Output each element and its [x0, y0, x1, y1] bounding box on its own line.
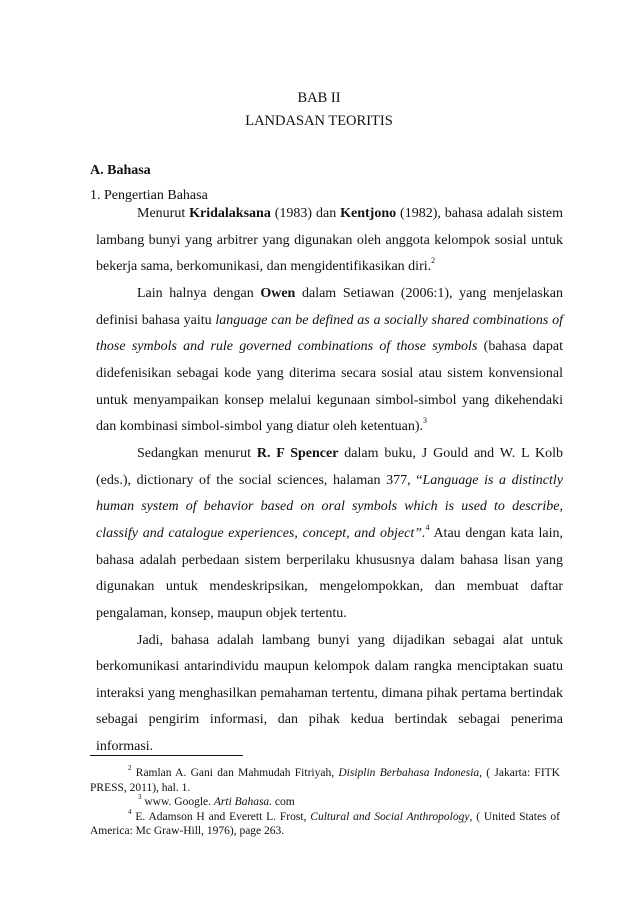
footnotes: [90, 766, 560, 839]
footnote-2: [90, 766, 560, 795]
footnote-ref: 2: [431, 256, 436, 266]
text-run: , ( United States of America: Mc Graw-Hill, 1976), page 263.: [90, 810, 560, 837]
italic-quote: language can be defined as a socially shared combinations of those symbols and rule governed combinations of those symbols: [96, 312, 564, 355]
paragraph-3: [96, 441, 563, 628]
subsection-heading: 1. Pengertian Bahasa: [90, 188, 208, 203]
text-run: Sedangkan menurut: [137, 445, 257, 461]
bold-name: Kentjono: [340, 206, 397, 221]
italic-title: Disiplin Berbahasa Indonesia: [338, 767, 480, 779]
italic-title: Arti Bahasa.: [213, 796, 273, 808]
chapter-title: LANDASAN TEORITIS: [245, 113, 393, 129]
paragraph-1: [96, 201, 563, 281]
text-run: , ( Jakarta: FITK PRESS, 2011), hal. 1.: [90, 767, 560, 794]
text-run: Atau dengan kata lain, bahasa adalah perbedaan sistem berperilaku khususnya dalam bahasa lisan yang digunakan untuk mendeskripsikan, mengelompokkan, dan membuat daftar pengalaman, konsep, maupun objek tertentu.: [96, 525, 564, 621]
footnote-ref: 4: [425, 522, 430, 532]
bold-name: Owen: [260, 285, 296, 301]
text-run: www. Google.: [141, 796, 214, 808]
italic-title: Cultural and Social Anthropology: [310, 810, 470, 823]
text-run: dalam Setiawan (2006:1), yang menjelaskan definisi bahasa yaitu: [96, 285, 563, 328]
footnote-number: 4: [128, 807, 132, 816]
text-run: Lain halnya dengan: [137, 285, 261, 301]
text-run: (1982), bahasa adalah sistem lambang bunyi yang arbitrer yang digunakan oleh anggota kelompok sosial untuk bekerja sama, berkomunikasi, dan mengidentifikasikan diri.: [96, 206, 563, 275]
footnote-4: [90, 807, 560, 839]
section-heading: A. Bahasa: [90, 163, 151, 178]
text-run: dalam buku, J Gould and W. L Kolb (eds.), dictionary of the social sciences, halaman 377, “: [96, 445, 563, 488]
paragraph-2: [96, 281, 563, 441]
text-run: Ramlan A. Gani dan Mahmudah Fitriyah,: [131, 767, 339, 779]
footnote-separator: [90, 755, 243, 756]
chapter-number: BAB II: [297, 90, 341, 106]
bold-name: Kridalaksana: [189, 206, 271, 221]
body-text: [96, 201, 563, 761]
footnote-number: 3: [138, 793, 142, 801]
bold-name: R. F Spencer: [256, 445, 339, 461]
italic-quote: Language is a distinctly human system of behavior based on oral symbols which is used to describe, classify and catalogue experiences, concept, and object”.: [96, 472, 563, 541]
footnote-3: [90, 795, 560, 810]
text-run: Menurut: [137, 206, 190, 221]
footnote-ref: 3: [423, 416, 427, 426]
paragraph-4: Jadi, bahasa adalah lambang bunyi yang dijadikan sebagai alat untuk berkomunikasi antarindividu maupun kelompok dalam rangka menciptakan suatu interaksi yang menghasilkan pemahaman tertentu, dimana pihak pertama bertindak sebagai pengirim informasi, dan pihak kedua bertindak sebagai penerima informasi.: [96, 632, 563, 755]
text-run: (bahasa dapat didefenisikan sebagai kode yang diterima secara sosial atau sistem konvensional untuk menyampaikan konsep melalui kegunaan simbol-simbol yang dikehendaki dan kombinasi simbol-simbol yang diatur oleh ketentuan).: [96, 339, 564, 435]
footnote-number: 2: [128, 764, 132, 772]
text-run: E. Adamson H and Everett L. Frost,: [131, 810, 311, 823]
text-run: com: [272, 796, 295, 808]
text-run: (1983) dan: [270, 206, 341, 221]
